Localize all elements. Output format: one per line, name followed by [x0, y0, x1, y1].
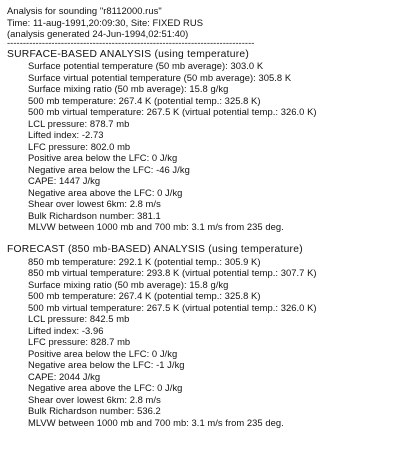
surface-line: MLVW between 1000 mb and 700 mb: 3.1 m/s from 235 deg.: [28, 221, 284, 232]
forecast-analysis-heading: FORECAST (850 mb-BASED) ANALYSIS (using temperature): [7, 244, 303, 255]
forecast-line: 850 mb virtual temperature: 293.8 K (virtual potential temp.: 307.7 K): [28, 267, 317, 278]
forecast-line: Surface mixing ratio (50 mb average): 15.8 g/kg: [28, 278, 229, 290]
forecast-line: Negative area below the LFC: -1 J/kg: [28, 359, 185, 370]
surface-line: 500 mb temperature: 267.4 K (potential temp.: 325.8 K): [28, 94, 261, 106]
surface-line: Surface potential temperature (50 mb average): 303.0 K: [28, 60, 264, 71]
forecast-line: Bulk Richardson number: 536.2: [28, 405, 161, 416]
surface-line: Surface virtual potential temperature (50 mb average): 305.8 K: [28, 71, 292, 83]
forecast-line: LCL pressure: 842.5 mb: [28, 313, 130, 324]
surface-line: LFC pressure: 802.0 mb: [28, 140, 131, 152]
section-spacer: [7, 233, 415, 245]
surface-line: 500 mb virtual temperature: 267.5 K (virtual potential temp.: 326.0 K): [28, 106, 317, 117]
surface-line: CAPE: 1447 J/kg: [28, 175, 101, 186]
forecast-line: 850 mb temperature: 292.1 K (potential temp.: 305.9 K): [28, 255, 261, 267]
forecast-line: 500 mb virtual temperature: 267.5 K (virtual potential temp.: 326.0 K): [28, 301, 317, 313]
forecast-line: CAPE: 2044 J/kg: [28, 370, 101, 382]
forecast-line: LFC pressure: 828.7 mb: [28, 336, 131, 347]
surface-line: Bulk Richardson number: 381.1: [28, 209, 161, 221]
surface-analysis-heading: SURFACE-BASED ANALYSIS (using temperature): [7, 48, 250, 60]
report-title: Analysis for sounding "r8112000.rus": [7, 5, 162, 16]
header-divider: ------------------------------------------------------------------------------: [7, 39, 255, 48]
forecast-line: Negative area above the LFC: 0 J/kg: [28, 382, 183, 393]
sounding-analysis-report: [7, 5, 415, 428]
forecast-line: Positive area below the LFC: 0 J/kg: [28, 347, 178, 359]
surface-line: LCL pressure: 878.7 mb: [28, 117, 130, 129]
forecast-line: 500 mb temperature: 267.4 K (potential temp.: 325.8 K): [28, 290, 261, 301]
surface-line: Lifted index: -2.73: [28, 129, 104, 140]
surface-line: Surface mixing ratio (50 mb average): 15.8 g/kg: [28, 83, 229, 94]
forecast-line: MLVW between 1000 mb and 700 mb: 3.1 m/s from 235 deg.: [28, 416, 284, 428]
surface-line: Shear over lowest 6km: 2.8 m/s: [28, 198, 161, 209]
surface-line: Negative area below the LFC: -46 J/kg: [28, 163, 190, 175]
surface-analysis-list: [7, 60, 415, 233]
sounding-time-site: Time: 11-aug-1991,20:09:30, Site: FIXED RUS: [7, 16, 203, 28]
forecast-line: Lifted index: -3.96: [28, 324, 104, 336]
surface-line: Negative area above the LFC: 0 J/kg: [28, 186, 183, 198]
forecast-analysis-list: [7, 256, 415, 429]
surface-line: Positive area below the LFC: 0 J/kg: [28, 152, 178, 163]
forecast-line: Shear over lowest 6km: 2.8 m/s: [28, 393, 161, 405]
analysis-generated-date: (analysis generated 24-Jun-1994,02:51:40): [7, 28, 189, 39]
